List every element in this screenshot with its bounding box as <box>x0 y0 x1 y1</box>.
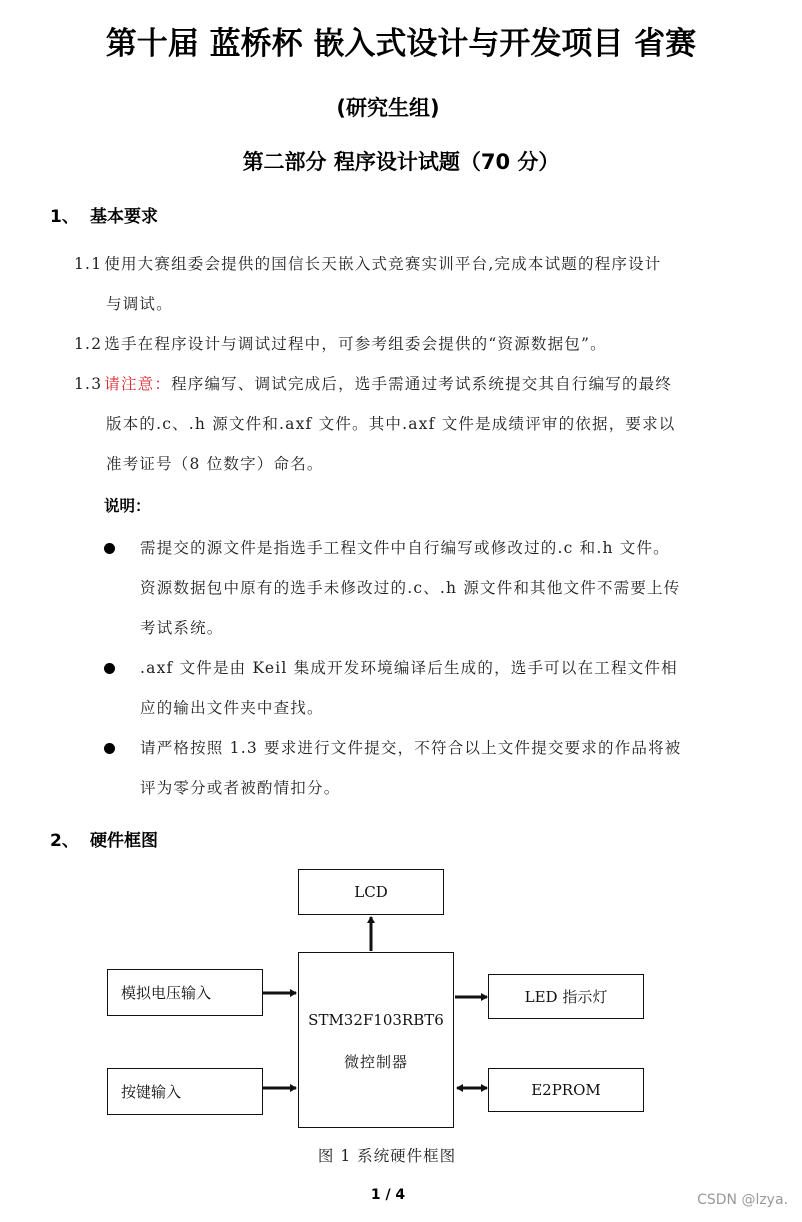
bullet-line-1: 请严格按照 1.3 要求进行文件提交，不符合以上文件提交要求的作品将被 <box>140 739 682 757</box>
item-line-1: 选手在程序设计与调试过程中，可参考组委会提供的“资源数据包”。 <box>104 335 607 353</box>
document-subtitle: (研究生组) <box>336 96 440 120</box>
bullet-line-1: 需提交的源文件是指选手工程文件中自行编写或修改过的.c 和.h 文件。 <box>140 539 670 557</box>
section-2-title: 硬件框图 <box>90 831 158 851</box>
bullet-line-1: .axf 文件是由 Keil 集成开发环境编译后生成的，选手可以在工程文件相 <box>140 659 678 677</box>
attention-label: 请注意： <box>104 375 172 393</box>
note-label: 说明： <box>104 497 151 515</box>
bullet-line-3: 考试系统。 <box>140 619 224 637</box>
item-number: 1.3 <box>74 375 103 393</box>
document-title: 第十届 蓝桥杯 嵌入式设计与开发项目 省赛 <box>105 26 697 62</box>
bullet-line-2: 应的输出文件夹中查找。 <box>140 699 324 717</box>
figure-caption: 图 1 系统硬件框图 <box>317 1147 457 1165</box>
eeprom-block: E2PROM <box>488 1068 644 1112</box>
section-1-title: 基本要求 <box>90 207 158 227</box>
key-input-block: 按键输入 <box>107 1068 263 1115</box>
section-1-number: 1、 <box>50 207 79 227</box>
item-line-2: 与调试。 <box>106 295 173 313</box>
bullet-line-2: 资源数据包中原有的选手未修改过的.c、.h 源文件和其他文件不需要上传 <box>140 579 681 597</box>
item-number: 1.2 <box>74 335 103 353</box>
mcu-model: STM32F103RBT6 <box>308 1011 444 1029</box>
led-block: LED 指示灯 <box>488 974 644 1019</box>
item-line-1: 使用大赛组委会提供的国信长天嵌入式竞赛实训平台,完成本试题的程序设计 <box>104 255 662 273</box>
watermark: CSDN @lzya. <box>697 1192 788 1208</box>
mcu-label: 微控制器 <box>343 1053 408 1071</box>
mcu-block <box>298 952 454 1128</box>
part-heading: 第二部分 程序设计试题（70 分） <box>242 150 560 174</box>
analog-input-block: 模拟电压输入 <box>107 969 263 1016</box>
item-line-2: 版本的.c、.h 源文件和.axf 文件。其中.axf 文件是成绩评审的依据，要求以 <box>106 415 676 433</box>
lcd-block: LCD <box>298 869 444 915</box>
bullet-line-2: 评为零分或者被酌情扣分。 <box>140 779 341 797</box>
item-line-1: 程序编写、调试完成后，选手需通过考试系统提交其自行编写的最终 <box>171 375 673 393</box>
section-2-number: 2、 <box>50 831 79 851</box>
page-number: 1 / 4 <box>370 1187 406 1203</box>
item-line-3: 准考证号（8 位数字）命名。 <box>106 455 324 473</box>
item-number: 1.1 <box>74 255 103 273</box>
